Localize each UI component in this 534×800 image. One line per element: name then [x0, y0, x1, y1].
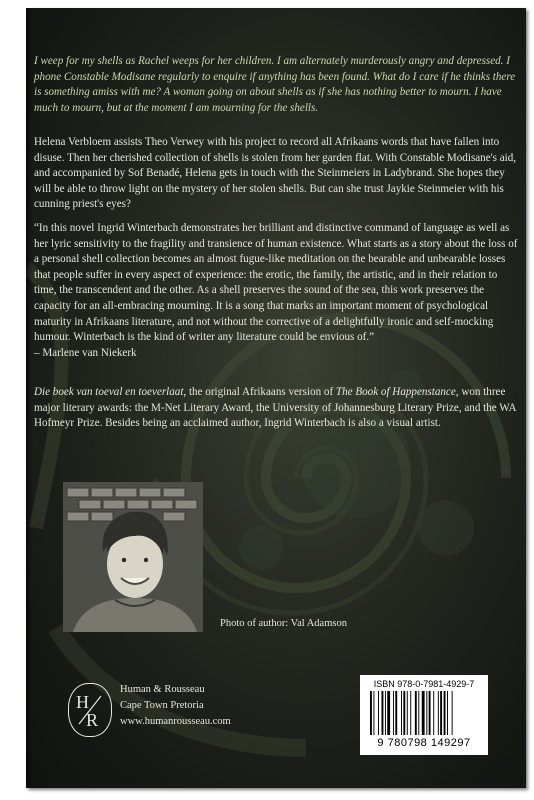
publisher-website[interactable]: www.humanrousseau.com [120, 716, 231, 727]
publisher-monogram-icon [69, 684, 111, 736]
barcode-digits: 9 780798 149297 [377, 737, 471, 749]
author-photo [63, 482, 203, 632]
barcode-box [360, 675, 488, 755]
awards-paragraph [34, 385, 518, 432]
back-cover [26, 8, 526, 788]
review-attribution: – Marlene van Niekerk [34, 346, 137, 359]
epigraph-excerpt: I weep for my shells as Rachel weeps for her children. I am alternately murderously angry and depressed. I phone Constable Modisane regularly to enquire if anything has been found. What do I care if he thinks there is something amiss with me? A woman going on about shells as if she has nothing better to mourn. I have much to mourn, but at the moment I am mourning for the shells. [34, 55, 516, 114]
barcode-image [370, 691, 478, 735]
awards-text-part1: , the original Afrikaans version of [183, 386, 336, 398]
review-quote-text: “In this novel Ingrid Winterbach demonstrates her brilliant and distinctive command of language as well as her lyric sensitivity to the fragility and transience of human existence. What starts as a story about the loss of a personal shell collection becomes an almost fugue-like meditation on the bearable and unbearable losses that people suffer in every aspect of experience: the erotic, the family, the artistic, and in their relation to time, the transcendent and the other. As a shell preserves the sound of the sea, this work preserves the capacity for an all-embracing mourning. It is a song that marks an important moment of psychological maturity in Afrikaans literature, and not without the corrective of a delightfully ironic and self-mocking humour. Winterbach is the kind of writer any literature could be envious of.” [34, 222, 518, 344]
spine-shadow [26, 8, 32, 788]
svg-text:H: H [76, 692, 89, 712]
afrikaans-title: Die boek van toeval en toeverlaat [34, 386, 184, 398]
review-quote [34, 221, 518, 361]
publisher-cities: Cape Town Pretoria [120, 700, 204, 711]
author-photo-image [63, 482, 203, 632]
book-blurb: Helena Verbloem assists Theo Verwey with his project to record all Afrikaans words that have fallen into disuse. Then her cherished collection of shells is stolen from her garden flat. With Constable Modisane's aid, and accompanied by Sof Benadé, Helena gets in touch with the Steinmeiers in Ladybrand. She hopes they will be able to throw light on the mystery of her stolen shells. But can she trust Jaykie Steinmeier with his cunning priest's eyes? [34, 136, 517, 211]
awards-text-part2: , won three major literary awards: the M-Net Literary Award, the University of Johannesburg Literary Prize, and the WA Hofmeyr Prize. Besides being an acclaimed author, Ingrid Winterbach is also a visual artist. [34, 386, 516, 430]
publisher-name: Human & Rousseau [120, 684, 205, 695]
english-title: The Book of Happenstance [335, 386, 456, 398]
isbn-label: ISBN 978-0-7981-4929-7 [373, 679, 475, 689]
svg-text:R: R [86, 710, 99, 730]
photo-caption: Photo of author: Val Adamson [220, 618, 347, 629]
publisher-info [120, 682, 231, 730]
publisher-logo [68, 683, 112, 737]
